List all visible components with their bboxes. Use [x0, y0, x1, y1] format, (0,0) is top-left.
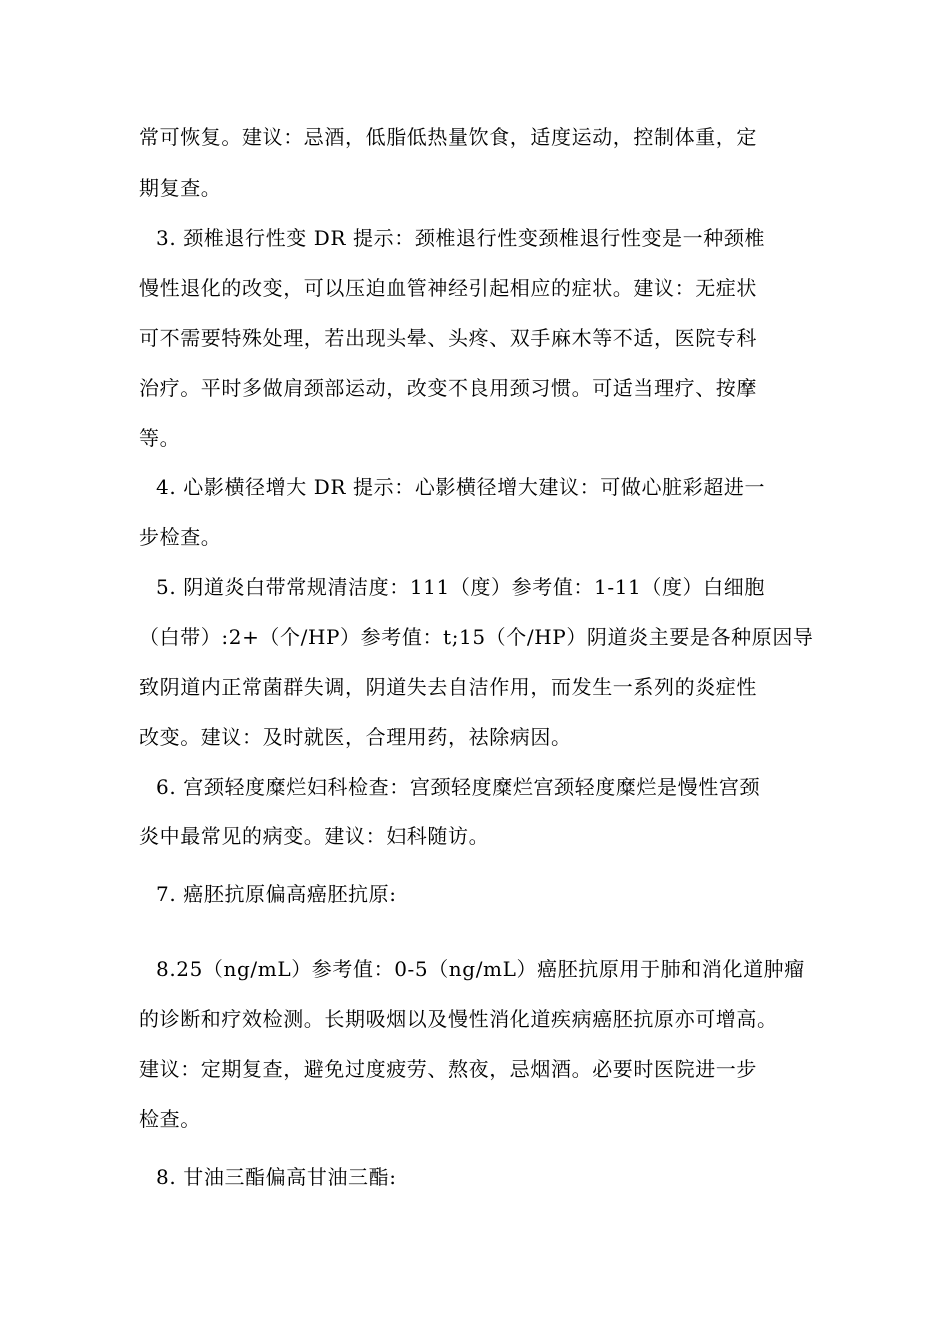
- text-line: 建议：定期复查，避免过度疲劳、熬夜，忌烟酒。必要时医院进一步: [139, 1057, 757, 1081]
- list-item-7: 7. 癌胚抗原偏高癌胚抗原:: [156, 882, 397, 906]
- text-line: 治疗。平时多做肩颈部运动，改变不良用颈习惯。可适当理疗、按摩: [139, 376, 757, 400]
- list-item-5: 5. 阴道炎白带常规清洁度：111（度）参考值：1-11（度）白细胞: [156, 575, 765, 599]
- text-line: 8.25（ng/mL）参考值：0-5（ng/mL）癌胚抗原用于肺和消化道肿瘤: [156, 957, 805, 981]
- list-item-4: 4. 心影横径增大 DR 提示：心影横径增大建议：可做心脏彩超进一: [156, 475, 766, 499]
- text-line: 步检查。: [139, 525, 222, 549]
- text-line: 检查。: [139, 1107, 201, 1131]
- text-line: （白带）:2+（个/HP）参考值：t;15（个/HP）阴道炎主要是各种原因导: [139, 625, 814, 649]
- list-item-8: 8. 甘油三酯偏高甘油三酯:: [156, 1165, 397, 1189]
- list-item-3: 3. 颈椎退行性变 DR 提示：颈椎退行性变颈椎退行性变是一种颈椎: [156, 226, 766, 250]
- text-line: 等。: [139, 426, 181, 450]
- text-line: 可不需要特殊处理，若出现头晕、头疼、双手麻木等不适，医院专科: [139, 326, 757, 350]
- text-line: 常可恢复。建议：忌酒，低脂低热量饮食，适度运动，控制体重，定: [139, 125, 757, 149]
- text-line: 慢性退化的改变，可以压迫血管神经引起相应的症状。建议：无症状: [139, 276, 757, 300]
- text-line: 的诊断和疗效检测。长期吸烟以及慢性消化道疾病癌胚抗原亦可增高。: [139, 1007, 778, 1031]
- text-line: 改变。建议：及时就医，合理用药，祛除病因。: [139, 725, 572, 749]
- text-line: 炎中最常见的病变。建议：妇科随访。: [139, 824, 490, 848]
- text-line: 致阴道内正常菌群失调，阴道失去自洁作用，而发生一系列的炎症性: [139, 675, 757, 699]
- list-item-6: 6. 宫颈轻度糜烂妇科检查：宫颈轻度糜烂宫颈轻度糜烂是慢性宫颈: [156, 775, 761, 799]
- text-line: 期复查。: [139, 176, 222, 200]
